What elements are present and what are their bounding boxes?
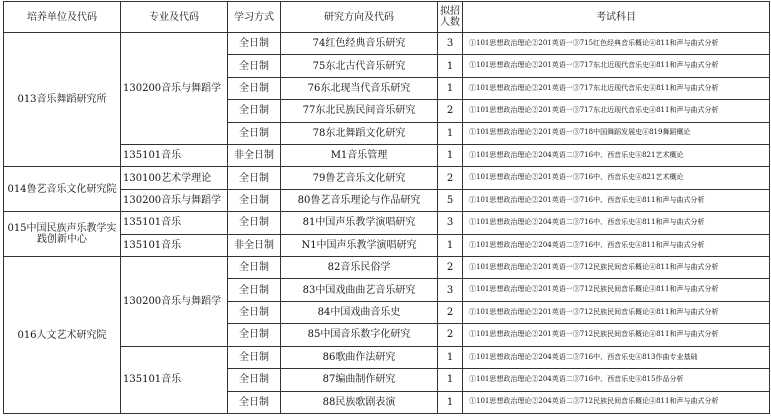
exam-cell: ①101思想政治理论②204英语二③716中、西音乐史④815作品分析 (463, 369, 770, 391)
mode-cell: 全日制 (228, 100, 281, 122)
mode-cell: 全日制 (228, 122, 281, 144)
exam-cell: ①101思想政治理论②201英语一③718中国舞蹈发展史④819舞蹈概论 (463, 122, 770, 144)
quota-cell: 2 (438, 301, 463, 323)
exam-cell: ①101思想政治理论②201英语一③712民族民间音乐概论④811和声与曲式分析 (463, 301, 770, 323)
mode-cell: 全日制 (228, 324, 281, 346)
direction-cell: 77东北民族民间音乐研究 (281, 100, 438, 122)
quota-cell: 5 (438, 189, 463, 211)
unit-cell: 013音乐舞蹈研究所 (4, 33, 121, 167)
table-header-row (4, 2, 770, 33)
direction-cell: N1中国声乐教学演唱研究 (281, 234, 438, 256)
mode-cell: 全日制 (228, 189, 281, 211)
mode-cell: 全日制 (228, 279, 281, 301)
quota-cell: 3 (438, 279, 463, 301)
quota-cell: 1 (438, 122, 463, 144)
exam-cell: ①101思想政治理论②201英语一③716中、西音乐史④821艺术概论 (463, 167, 770, 189)
exam-cell: ①101思想政治理论②204英语二③712民族民间音乐概论④811和声与曲式分析 (463, 391, 770, 414)
mode-cell: 非全日制 (228, 145, 281, 167)
unit-cell: 015中国民族声乐教学实践创新中心 (4, 212, 121, 257)
direction-cell: 82音乐民俗学 (281, 257, 438, 279)
mode-cell: 全日制 (228, 346, 281, 368)
header-mode: 学习方式 (228, 2, 281, 33)
exam-cell: ①101思想政治理论②204英语二③716中、西音乐史④811和声与曲式分析 (463, 234, 770, 256)
direction-cell: M1音乐管理 (281, 145, 438, 167)
mode-cell: 非全日制 (228, 234, 281, 256)
quota-cell: 3 (438, 212, 463, 234)
direction-cell: 85中国音乐数字化研究 (281, 324, 438, 346)
mode-cell: 全日制 (228, 212, 281, 234)
exam-cell: ①101思想政治理论②201英语一③717东北近现代音乐史④811和声与曲式分析 (463, 55, 770, 77)
mode-cell: 全日制 (228, 77, 281, 99)
major-cell: 130200音乐与舞蹈学 (121, 257, 228, 347)
quota-cell: 2 (438, 257, 463, 279)
table-row (4, 33, 770, 55)
quota-cell: 1 (438, 55, 463, 77)
header-quota: 拟招人数 (438, 2, 463, 33)
direction-cell: 81中国声乐教学演唱研究 (281, 212, 438, 234)
exam-cell: ①101思想政治理论②204英语二③716中、西音乐史④813作曲专业基础 (463, 346, 770, 368)
direction-cell: 79鲁艺音乐文化研究 (281, 167, 438, 189)
admissions-table (3, 1, 770, 414)
mode-cell: 全日制 (228, 301, 281, 323)
quota-cell: 1 (438, 234, 463, 256)
quota-cell: 2 (438, 100, 463, 122)
quota-cell: 3 (438, 33, 463, 55)
major-cell: 135101音乐 (121, 212, 228, 234)
exam-cell: ①101思想政治理论②201英语一③712民族民间音乐概论④811和声与曲式分析 (463, 279, 770, 301)
header-major: 专业及代码 (121, 2, 228, 33)
direction-cell: 75东北古代音乐研究 (281, 55, 438, 77)
quota-cell: 2 (438, 324, 463, 346)
exam-cell: ①101思想政治理论②204英语二③716中、西音乐史④821艺术概论 (463, 145, 770, 167)
mode-cell: 全日制 (228, 55, 281, 77)
quota-cell: 1 (438, 77, 463, 99)
major-cell: 135101音乐 (121, 145, 228, 167)
header-unit: 培养单位及代码 (4, 2, 121, 33)
exam-cell: ①101思想政治理论②201英语一③712民族民间音乐概论④811和声与曲式分析 (463, 324, 770, 346)
quota-cell: 1 (438, 145, 463, 167)
direction-cell: 88民族歌剧表演 (281, 391, 438, 414)
table-row (4, 257, 770, 279)
direction-cell: 86歌曲作法研究 (281, 346, 438, 368)
unit-cell: 016人文艺术研究院 (4, 257, 121, 414)
header-exam: 考试科目 (463, 2, 770, 33)
quota-cell: 1 (438, 369, 463, 391)
mode-cell: 全日制 (228, 391, 281, 414)
exam-cell: ①101思想政治理论②201英语一③715红色经典音乐概论④811和声与曲式分析 (463, 33, 770, 55)
direction-cell: 87编曲制作研究 (281, 369, 438, 391)
table-row (4, 167, 770, 189)
exam-cell: ①101思想政治理论②204英语二③716中、西音乐史④811和声与曲式分析 (463, 212, 770, 234)
direction-cell: 74红色经典音乐研究 (281, 33, 438, 55)
major-cell: 135101音乐 (121, 346, 228, 413)
mode-cell: 全日制 (228, 167, 281, 189)
unit-cell: 014鲁艺音乐文化研究院 (4, 167, 121, 212)
quota-cell: 1 (438, 391, 463, 414)
direction-cell: 84中国戏曲音乐史 (281, 301, 438, 323)
quota-cell: 2 (438, 167, 463, 189)
exam-cell: ①101思想政治理论②201英语一③712民族民间音乐概论④811和声与曲式分析 (463, 257, 770, 279)
exam-cell: ①101思想政治理论②201英语一③717东北近现代音乐史④811和声与曲式分析 (463, 77, 770, 99)
exam-cell: ①101思想政治理论②201英语一③717东北近现代音乐史④811和声与曲式分析 (463, 100, 770, 122)
mode-cell: 全日制 (228, 257, 281, 279)
direction-cell: 80鲁艺音乐理论与作品研究 (281, 189, 438, 211)
mode-cell: 全日制 (228, 369, 281, 391)
table-row (4, 212, 770, 234)
major-cell: 130200音乐与舞蹈学 (121, 189, 228, 211)
mode-cell: 全日制 (228, 33, 281, 55)
major-cell: 130100艺术学理论 (121, 167, 228, 189)
header-direction: 研究方向及代码 (281, 2, 438, 33)
major-cell: 135101音乐 (121, 234, 228, 256)
direction-cell: 78东北舞蹈文化研究 (281, 122, 438, 144)
exam-cell: ①101思想政治理论②201英语一③716中、西音乐史④811和声与曲式分析 (463, 189, 770, 211)
direction-cell: 76东北现当代音乐研究 (281, 77, 438, 99)
quota-cell: 1 (438, 346, 463, 368)
direction-cell: 83中国戏曲曲艺音乐研究 (281, 279, 438, 301)
major-cell: 130200音乐与舞蹈学 (121, 33, 228, 145)
